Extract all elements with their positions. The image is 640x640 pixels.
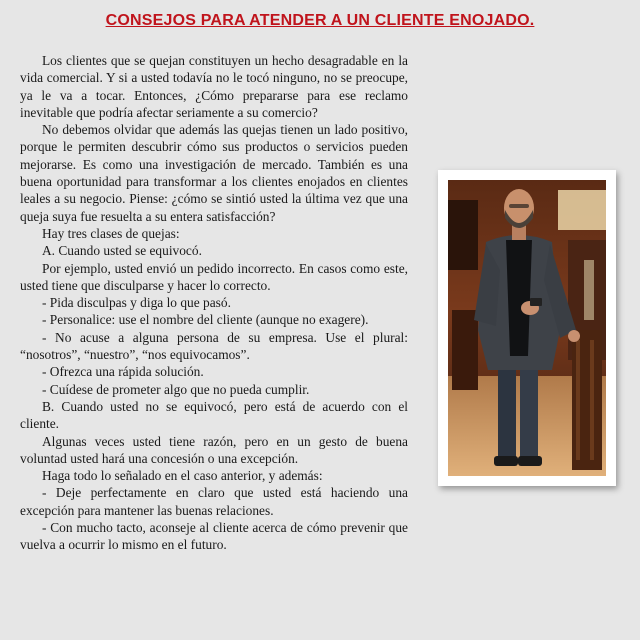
paragraph-positive-side: No debemos olvidar que además las quejas tienen un lado positivo, porque le permiten descubrir cómo sus productos o servicios pueden mejorarse. Es como una investigación de mercado. También es una buena oportunidad para transformar a los clientes enojados en clientes leales a su negocio. Piense: ¿cómo se sintió usted la última vez que una queja suya fue resuelta a su entera satisfacción? [20,122,408,224]
heading-case-b: B. Cuando usted no se equivocó, pero está de acuerdo con el cliente. [20,398,408,432]
paragraph-intro: Los clientes que se quejan constituyen un hecho desagradable en la vida comercial. Y si a usted todavía no le tocó ninguno, no se preocupe, ya le va a tocar. Entonces, ¿Cómo prepararse para ese reclamo inevitable que podría afectar seriamente a su comercio? [20,53,408,120]
list-item: - No acuse a alguna persona de su empresa. Use el plural: “nosotros”, “nuestro”, “nos equivocamos”. [20,329,408,363]
list-item: - Pida disculpas y diga lo que pasó. [42,295,231,311]
list-item: - Personalice: use el nombre del cliente (aunque no exagere). [42,312,369,328]
page-title: CONSEJOS PARA ATENDER A UN CLIENTE ENOJADO. [105,12,535,29]
paragraph-additionally: Haga todo lo señalado en el caso anterior, y además: [42,468,323,484]
heading-case-a: A. Cuando usted se equivocó. [42,243,202,259]
photo-frame [438,170,616,486]
paragraph-three-types: Hay tres clases de quejas: [42,225,180,241]
paragraph-concession: Algunas veces usted tiene razón, pero en un gesto de buena voluntad usted hará una concesión o una excepción. [20,433,408,466]
list-item: - Con mucho tacto, aconseje al cliente acerca de cómo prevenir que vuelva a ocurrir lo mismo en el futuro. [20,520,408,553]
list-item: - Ofrezca una rápida solución. [42,364,204,380]
person-photo [448,180,606,476]
article-body [20,52,408,554]
list-item: - Cuídese de prometer algo que no pueda cumplir. [42,381,310,397]
paragraph-example: Por ejemplo, usted envió un pedido incorrecto. En casos como este, usted tiene que disculparse y hacer lo correcto. [20,260,408,293]
list-item: - Deje perfectamente en claro que usted está haciendo una excepción para mantener las buenas relaciones. [20,485,408,518]
